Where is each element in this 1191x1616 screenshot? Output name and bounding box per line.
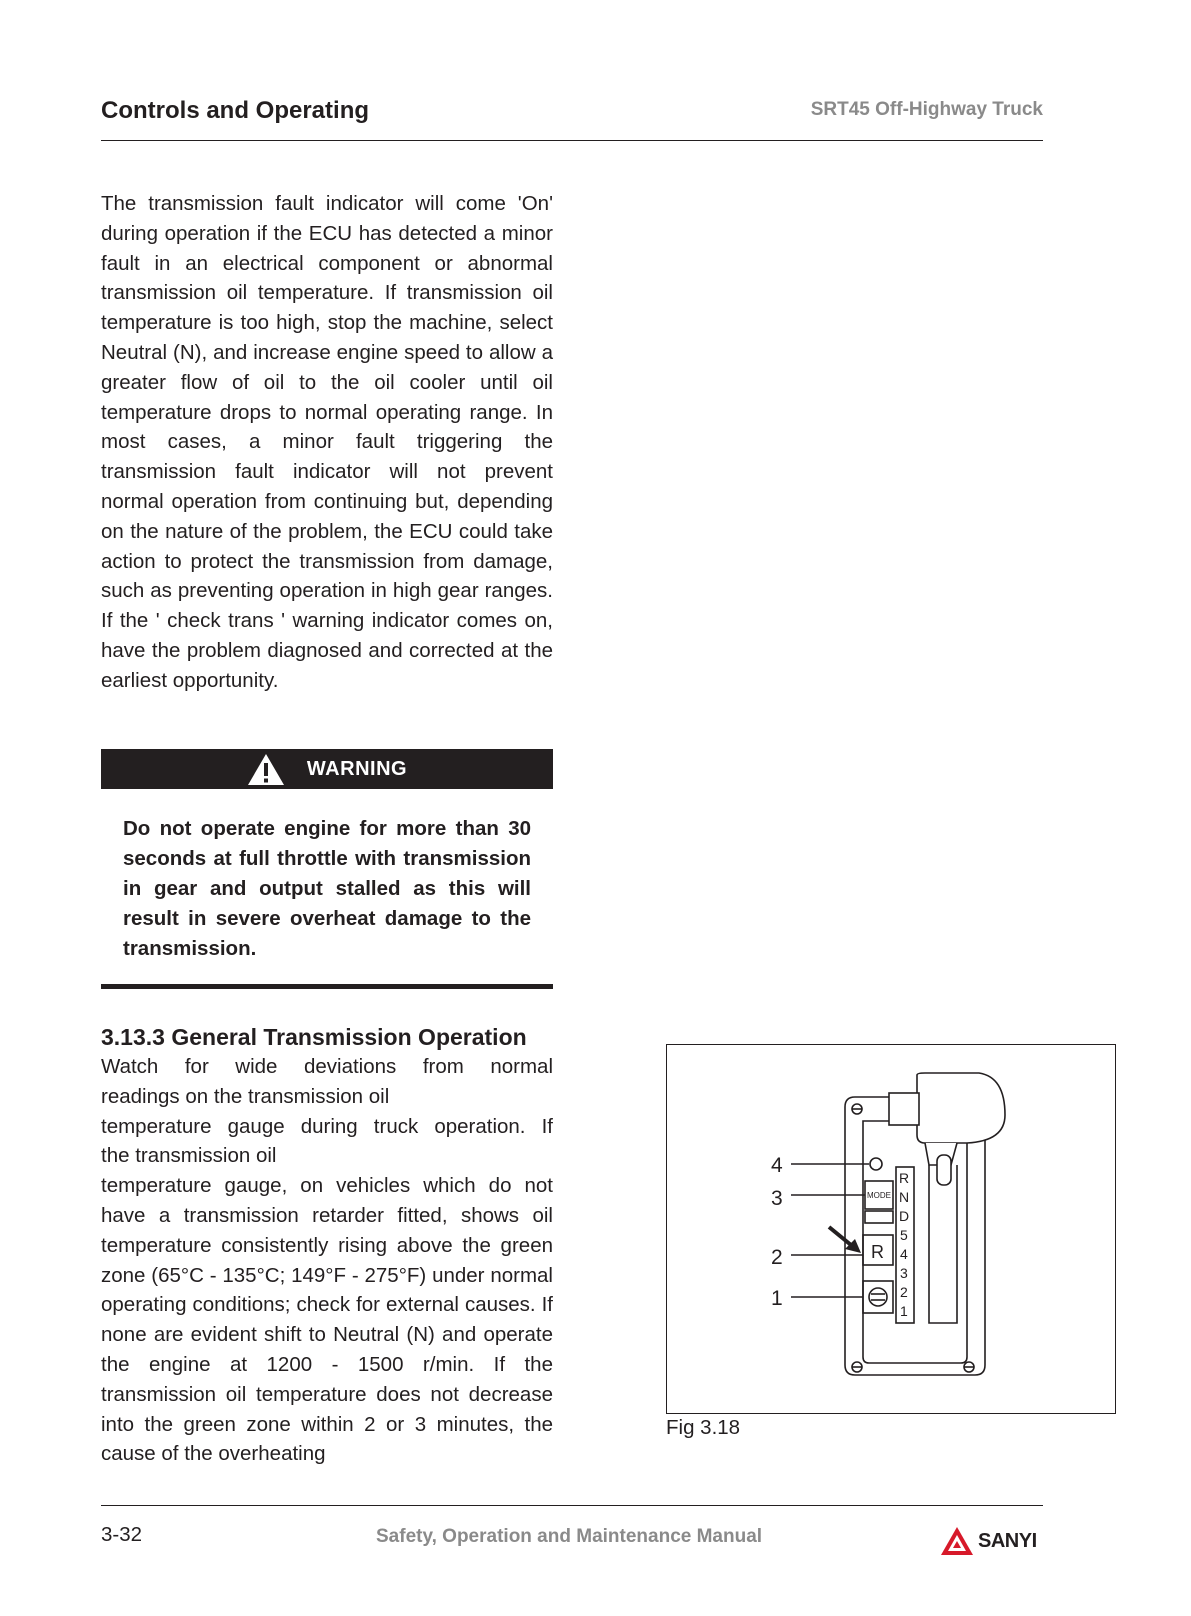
warning-bottom-rule	[101, 984, 553, 989]
brand-name: SANYI	[978, 1529, 1037, 1552]
header-product-name: SRT45 Off-Highway Truck	[810, 99, 1043, 120]
callout-1: 1	[771, 1287, 783, 1310]
warning-banner	[101, 749, 553, 789]
header-divider	[101, 140, 1043, 141]
section-line: Watch for wide deviations from normal	[101, 1055, 553, 1078]
warning-label: WARNING	[306, 757, 408, 780]
figure-frame	[666, 1044, 1116, 1414]
footer-divider	[101, 1505, 1043, 1506]
r-button-label: R	[871, 1242, 884, 1262]
gear-position: 4	[900, 1246, 908, 1262]
gear-position: 1	[900, 1303, 908, 1319]
page-number: 3-32	[101, 1523, 143, 1546]
brand-logo	[940, 1526, 1037, 1556]
section-line: temperature gauge during truck operation. If	[101, 1114, 553, 1138]
figure-caption: Fig 3.18	[666, 1416, 741, 1439]
shift-selector-diagram	[667, 1045, 1114, 1412]
gear-position: 5	[900, 1227, 908, 1243]
callout-3: 3	[771, 1187, 783, 1210]
manual-title: Safety, Operation and Maintenance Manual	[376, 1526, 763, 1547]
mode-button-label: MODE	[867, 1191, 891, 1200]
intro-paragraph: The transmission fault indicator will come 'On' during operation if the ECU has detected a minor fault in an electrical component or abnormal transmission oil temperature. If transmission oil temperature is too high, stop the machine, select Neutral (N), and increase engine speed to allow a greater flow of oil to the oil cooler until oil temperature drops to normal operating range. In most cases, a minor fault triggering the transmission fault indicator will not prevent normal operation from continuing but, depending on the nature of the problem, the ECU could take action to protect the transmission from damage, such as preventing operation in high gear ranges. If the ' check trans ' warning indicator comes on, have the problem diagnosed and corrected at the earliest opportunity.	[101, 192, 553, 692]
warning-triangle-icon	[247, 753, 285, 786]
sanyi-logo-icon	[940, 1526, 974, 1556]
section-body	[101, 1052, 553, 1469]
section-line: temperature gauge, on vehicles which do not have a transmission retarder fitted, shows oil temperature consistently rising above the green zone (65°C - 135°C; 149°F - 275°F) under normal operating conditions; check for external causes. If none are evident shift to Neutral (N) and operate the engine at 1200 - 1500 r/min. If the transmission oil temperature does not decrease into the green zone within 2 or 3 minutes, the cause of the overheating	[101, 1174, 553, 1466]
section-title: 3.13.3 General Transmission Operation	[101, 1024, 527, 1050]
gear-position: D	[899, 1208, 910, 1224]
gear-position: N	[899, 1189, 910, 1205]
callout-4: 4	[771, 1154, 783, 1177]
gear-position: 3	[900, 1265, 908, 1281]
gear-position: 2	[900, 1284, 908, 1300]
gear-position: R	[899, 1170, 910, 1186]
callout-2: 2	[771, 1246, 783, 1269]
section-line: readings on the transmission oil	[101, 1084, 390, 1108]
header-section-title: Controls and Operating	[101, 97, 370, 124]
warning-text: Do not operate engine for more than 30 seconds at full throttle with transmission in gear and output stalled as this will result in severe overheat damage to the transmission.	[123, 817, 531, 960]
section-line: the transmission oil	[101, 1144, 277, 1168]
